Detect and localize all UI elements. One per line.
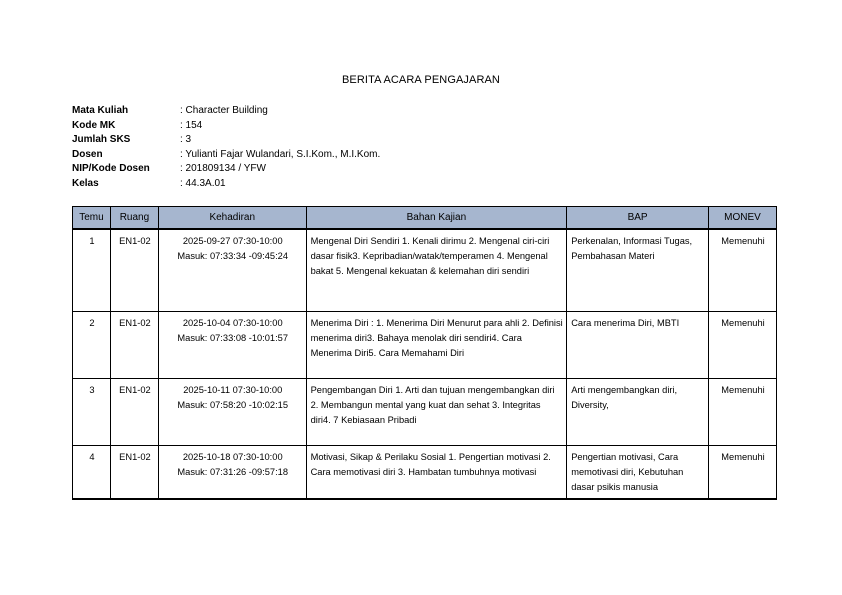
info-row-dosen [72, 148, 380, 163]
table-row [73, 311, 777, 378]
page-title: BERITA ACARA PENGAJARAN [342, 74, 500, 86]
info-value: : 154 [180, 119, 203, 131]
cell-bahan-kajian: Pengembangan Diri 1. Arti dan tujuan mengembangkan diri 2. Membangun mental yang kuat dan sehat 3. Integritas diri4. 7 Kebiasaan Pribadi [306, 378, 567, 445]
table-row [73, 445, 777, 499]
info-row-mata-kuliah [72, 104, 380, 119]
cell-monev: Memenuhi [709, 311, 777, 378]
info-label: NIP/Kode Dosen [72, 163, 150, 175]
table-row [73, 229, 777, 311]
info-label: Kelas [72, 177, 99, 189]
header-bahan-kajian: Bahan Kajian [306, 207, 567, 230]
schedule-time: 2025-10-04 07:30-10:00 [182, 317, 283, 328]
cell-bap: Perkenalan, Informasi Tugas, Pembahasan Materi [567, 229, 709, 311]
info-row-nip [72, 162, 380, 177]
header-monev: MONEV [709, 207, 777, 230]
info-value: : Character Building [180, 105, 268, 116]
header-kehadiran: Kehadiran [158, 207, 306, 230]
cell-bahan-kajian: Menerima Diri : 1. Menerima Diri Menurut para ahli 2. Definisi menerima diri3. Bahaya menolak diri sendiri4. Cara Menerima Diri5. Cara Memahami Diri [306, 311, 567, 378]
info-label: Jumlah SKS [72, 134, 131, 146]
check-in-time: Masuk: 07:33:08 -10:01:57 [177, 332, 289, 343]
info-value: : Yulianti Fajar Wulandari, S.I.Kom., M.I.Kom. [180, 148, 381, 160]
cell-bap: Cara menerima Diri, MBTI [567, 311, 709, 378]
info-value: : 201809134 / YFW [180, 163, 266, 175]
cell-kehadiran [158, 229, 306, 311]
cell-monev: Memenuhi [709, 378, 777, 445]
info-label: Mata Kuliah [72, 105, 129, 116]
schedule-time: 2025-10-11 07:30-10:00 [183, 384, 283, 395]
header-ruang: Ruang [110, 207, 158, 230]
cell-temu: 4 [73, 445, 111, 499]
check-in-time: Masuk: 07:33:34 -09:45:24 [177, 251, 289, 261]
cell-bahan-kajian: Motivasi, Sikap & Perilaku Sosial 1. Pengertian motivasi 2. Cara memotivasi diri 3. Hambatan tumbuhnya motivasi [306, 445, 567, 499]
cell-bap: Pengertian motivasi, Cara memotivasi diri, Kebutuhan dasar psikis manusia [567, 445, 709, 499]
course-info [72, 104, 380, 192]
cell-temu: 1 [73, 229, 111, 311]
check-in-time: Masuk: 07:58:20 -10:02:15 [177, 399, 289, 410]
info-row-kelas [72, 177, 380, 192]
info-label: Kode MK [72, 119, 116, 131]
info-row-jumlah-sks [72, 133, 380, 148]
schedule-time: 2025-09-27 07:30-10:00 [182, 236, 283, 246]
teaching-record-table [72, 206, 777, 500]
table-header-row [73, 207, 777, 230]
cell-kehadiran [158, 378, 306, 445]
info-value: : 44.3A.01 [180, 177, 226, 189]
info-label: Dosen [72, 148, 103, 160]
cell-kehadiran [158, 445, 306, 499]
cell-ruang: EN1-02 [110, 445, 158, 499]
check-in-time: Masuk: 07:31:26 -09:57:18 [177, 466, 289, 477]
info-row-kode-mk [72, 119, 380, 134]
cell-bap: Arti mengembangkan diri, Diversity, [567, 378, 709, 445]
cell-temu: 2 [73, 311, 111, 378]
schedule-time: 2025-10-18 07:30-10:00 [182, 451, 283, 462]
header-bap: BAP [567, 207, 709, 230]
cell-temu: 3 [73, 378, 111, 445]
header-temu: Temu [73, 207, 111, 230]
cell-ruang: EN1-02 [110, 378, 158, 445]
cell-monev: Memenuhi [709, 229, 777, 311]
cell-monev: Memenuhi [709, 445, 777, 499]
table-row [73, 378, 777, 445]
cell-kehadiran [158, 311, 306, 378]
cell-bahan-kajian: Mengenal Diri Sendiri 1. Kenali dirimu 2. Mengenal ciri-ciri dasar fisik3. Kepribadian/watak/temperamen 4. Mengenal bakat 5. Mengenal kekuatan & kelemahan diri sendiri [306, 229, 567, 311]
cell-ruang: EN1-02 [110, 311, 158, 378]
info-value: : 3 [180, 134, 192, 146]
cell-ruang: EN1-02 [110, 229, 158, 311]
